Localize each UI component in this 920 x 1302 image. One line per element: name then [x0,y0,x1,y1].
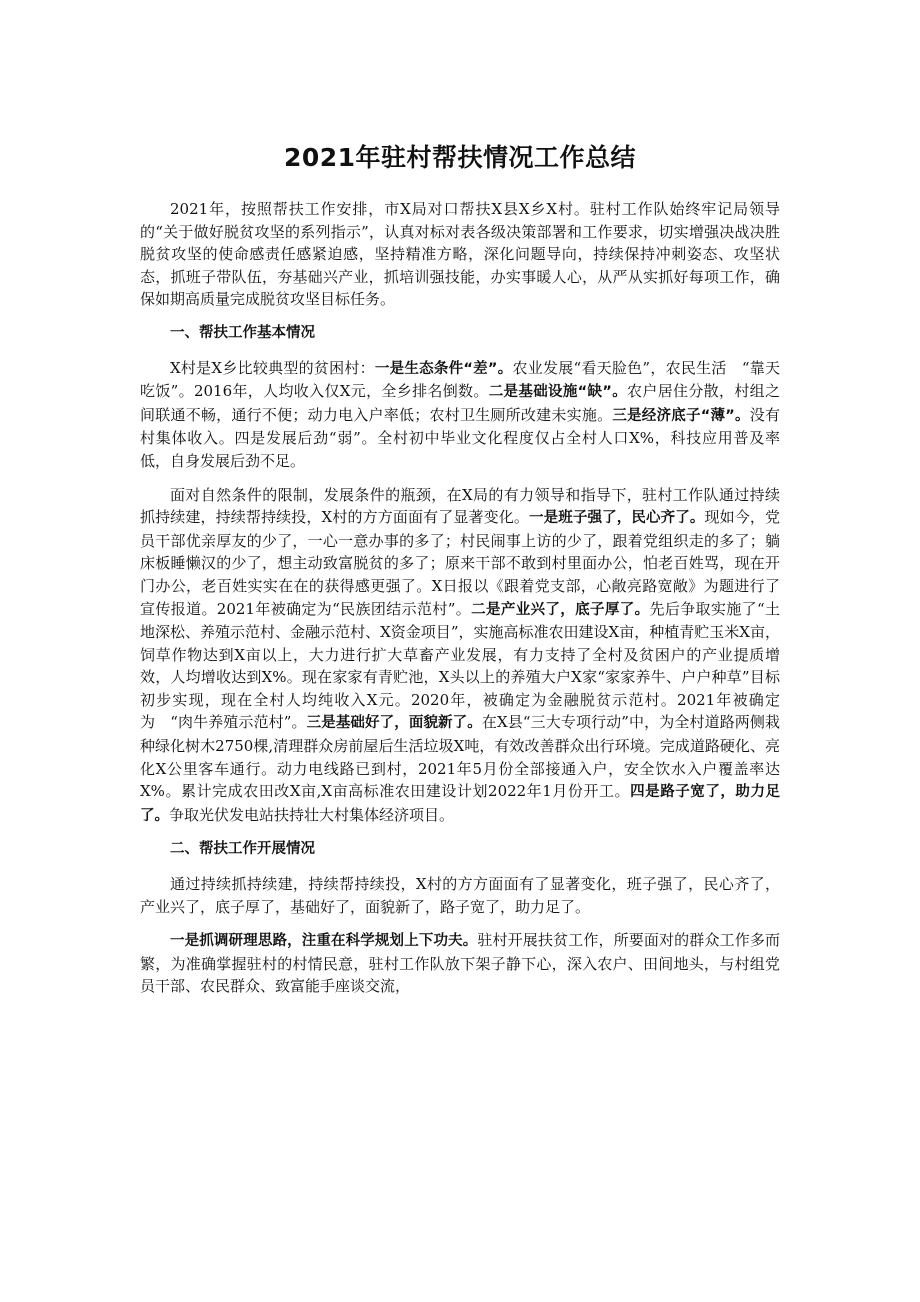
text-run: 没有村集体收入。四是发展后劲“弱”。全村初中毕业文化程度仅占全村人口X%，科技应用普及率低，自身发展后劲不足。 [140,405,780,470]
text-run: 现如今，党员干部优亲厚友的少了，一心一意办事的多了；村民闹事上访的少了，跟着党组织走的多了；躺床板睡懒汉的少了，想主动致富脱贫的多了；原来干部不敢到村里面办公，怕老百姓骂，现在开门办公，老百姓实实在在的获得感更强了。X日报以《跟着党支部，心敞亮路宽敞》为题进行了宣传报道。2021年被确定为“民族团结示范村”。 [140,508,780,618]
bold-run: 三是基础好了，面貌新了。 [306,715,482,732]
text-run: 农户居住分散，村组之间联通不畅，通行不便；动力电入户率低；农村卫生厕所改建未实施。 [140,382,780,424]
text-run: 驻村开展扶贫工作，所要面对的群众工作多而繁，为准确掌握驻村的村情民意，驻村工作队放下架子静下心，深入农户、田间地头，与村组党员干部、农民群众、致富能手座谈交流， [140,931,780,996]
section-heading-2: 二、帮扶工作开展情况 [170,841,315,858]
summary-paragraph: 通过持续抓持续建，持续帮持续投，X村的方方面面有了显著变化，班子强了，民心齐了，产业兴了，底子厚了，基础好了，面貌新了，路子宽了，助力足了。 [140,875,780,916]
text-run: 面对自然条件的限制，发展条件的瓶颈，在X局的有力领导和指导下，驻村工作队通过持续抓持续建，持续帮持续投，X村的方方面面有了显著变化。 [140,485,780,527]
basic-situation-paragraph [140,357,780,473]
section-heading-1: 一、帮扶工作基本情况 [170,324,315,341]
document-page [140,138,780,1009]
text-run: 农业发展“看天脸色”，农民生活 “靠天吃饭”。2016年，人均收入仅X元，全乡排名倒数。 [140,358,781,401]
text-run: 先后争取实施了“土地深松、养殖示范村、金融示范村、X资金项目”，实施高标准农田建设X亩，种植青贮玉米X亩，饲草作物达到X亩以上，大力进行扩大草畜产业发展，有力支持了全村及贫困户的产业提质增效，人均增收达到X%。现在家家有青贮池，X头以上的养殖大户X家“家家养牛、户户种草”目标初步实现，现在全村人均纯收入X元。2020年，被确定为金融脱贫示范村。2021年被确定为 “肉牛养殖示范村”。 [140,599,781,732]
document-title: 2021年驻村帮扶情况工作总结 [283,143,637,172]
text-run: 在X县“三大专项行动”中，为全村道路两侧栽种绿化树木2750棵,清理群众房前屋后生活垃圾X吨，有效改善群众出行环境。完成道路硬化、亮化X公里客车通行。动力电线路已到村，2021年5月份全部接通入户，安全饮水入户覆盖率达X%。累计完成农田改X亩,X亩高标准农田建设计划2022年1月份开工。 [140,713,780,801]
research-paragraph [140,929,780,998]
intro-paragraph: 2021年，按照帮扶工作安排，市X局对口帮扶X县X乡X村。驻村工作队始终牢记局领导的“关于做好脱贫攻坚的系列指示”，认真对标对表各级决策部署和工作要求，切实增强决战决胜脱贫攻坚的使命感责任感紧迫感，坚持精准方略，深化问题导向，持续保持冲刺姿态、攻坚状态，抓班子带队伍，夯基础兴产业，抓培训强技能，办实事暖人心，从严从实抓好每项工作，确保如期高质量完成脱贫攻坚目标任务。 [140,200,780,309]
bold-run: 二是基础设施“缺”。 [488,384,628,401]
bold-run: 四是路子宽了，助力足了。 [140,784,781,824]
text-run: X村是X乡比较典型的贫困村： [170,358,375,377]
bold-run: 二是产业兴了，底子厚了。 [471,601,650,618]
text-run: 争取光伏发电站扶持壮大村集体经济项目。 [169,805,455,824]
bold-run: 一是生态条件“差”。 [374,360,513,377]
changes-paragraph [140,484,780,828]
bold-run: 三是经济底子“薄”。 [612,407,750,424]
bold-run: 一是班子强了，民心齐了。 [528,510,705,527]
bold-run: 一是抓调研理思路，注重在科学规划上下功夫。 [170,933,478,950]
